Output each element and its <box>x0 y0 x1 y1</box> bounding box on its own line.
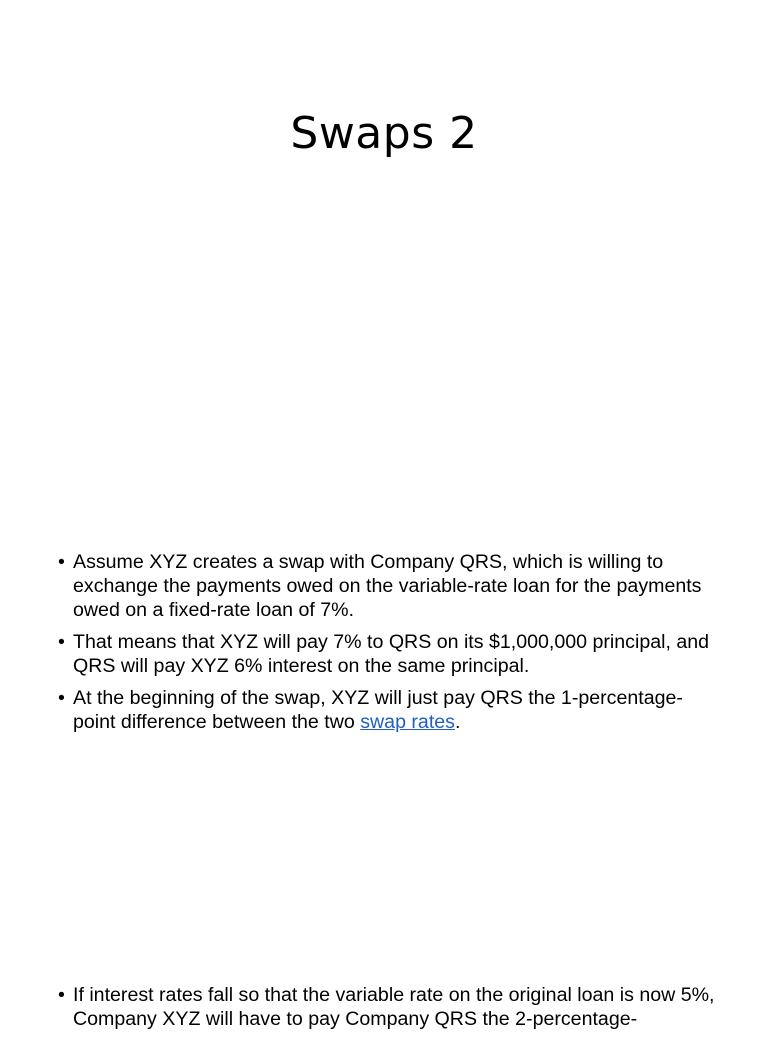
bullet-list-top <box>58 550 718 742</box>
bullet-item-payment-terms <box>58 630 718 678</box>
bullet-item-rate-difference <box>58 686 718 734</box>
bullet-icon: • <box>58 687 65 709</box>
swap-rates-link[interactable]: swap rates <box>360 711 455 733</box>
bullet-text: That means that XYZ will pay 7% to QRS on its $1,000,000 principal, and QRS will pay XYZ 6% interest on the same principal. <box>73 631 710 677</box>
slide-title: Swaps 2 <box>290 108 478 159</box>
bullet-list-bottom <box>58 983 718 1039</box>
bullet-item-swap-assumption <box>58 550 718 622</box>
bullet-icon: • <box>58 551 65 573</box>
bullet-text: At the beginning of the swap, XYZ will just pay QRS the 1-percentage-point difference between the two <box>73 687 683 733</box>
bullet-icon: • <box>58 984 65 1006</box>
bullet-text: If interest rates fall so that the variable rate on the original loan is now 5%, Company XYZ will have to pay Company QRS the 2-percentage- <box>73 984 715 1030</box>
bullet-text-end: . <box>454 711 461 733</box>
bullet-icon: • <box>58 631 65 653</box>
bullet-text: Assume XYZ creates a swap with Company QRS, which is willing to exchange the payments owed on the variable-rate loan for the payments owed on a fixed-rate loan of 7%. <box>73 551 702 621</box>
